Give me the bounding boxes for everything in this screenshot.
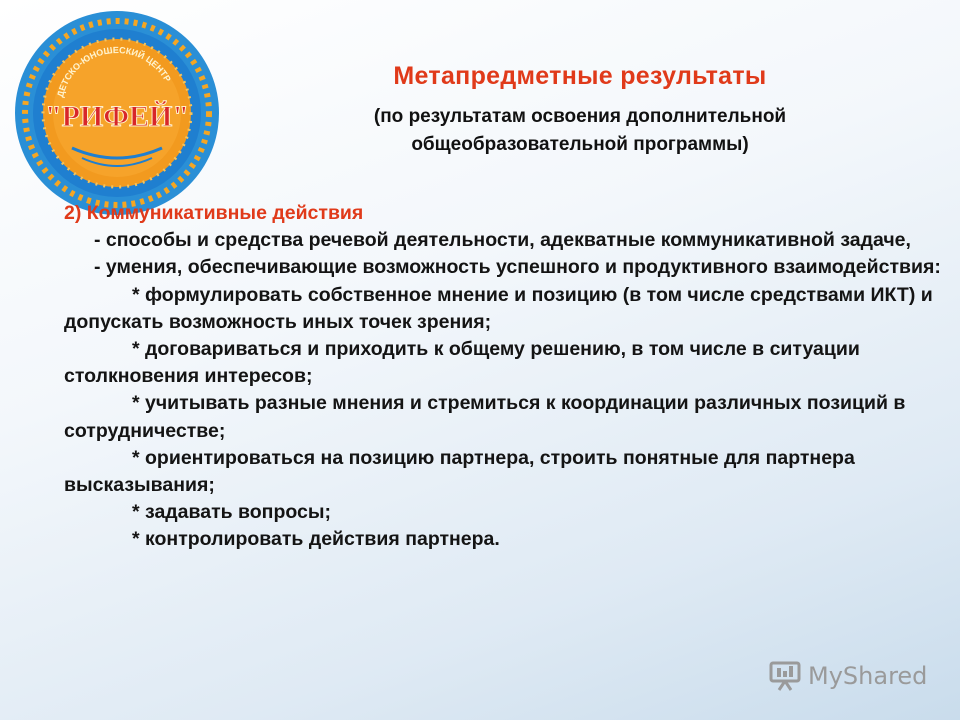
slide-title: Метапредметные результаты xyxy=(393,62,767,90)
logo-arc-text: ДЕТСКО-ЮНОШЕСКИЙ ЦЕНТР xyxy=(55,44,173,99)
content-body xyxy=(64,200,944,554)
logo-emblem xyxy=(12,8,222,218)
logo-name: "РИФЕЙ" xyxy=(44,100,190,133)
sub-list-item: * задавать вопросы; xyxy=(132,501,332,524)
subtitle-line-2: общеобразовательной программы) xyxy=(411,134,749,155)
list-item: - умения, обеспечивающие возможность успешного и продуктивного взаимодействия: xyxy=(94,256,941,279)
sub-list-item: * контролировать действия партнера. xyxy=(132,528,500,551)
logo-rifey xyxy=(12,8,222,218)
presentation-board-icon xyxy=(768,661,802,691)
myshared-watermark xyxy=(768,656,938,696)
slide-subtitle xyxy=(250,103,910,159)
list-item: - способы и средства речевой деятельности, адекватные коммуникативной задаче, xyxy=(94,229,911,252)
section-title: 2) Коммуникативные действия xyxy=(64,202,364,224)
subtitle-line-1: (по результатам освоения дополнительной xyxy=(373,106,787,127)
sub-list-item: * учитывать разные мнения и стремиться к координации различных позиций в сотрудничестве; xyxy=(64,392,906,442)
watermark-text: MyShared xyxy=(808,662,928,690)
sub-list-item: * ориентироваться на позицию партнера, строить понятные для партнера высказывания; xyxy=(64,446,855,497)
sub-list-item: * формулировать собственное мнение и позицию (в том числе средствами ИКТ) и допускать возможность иных точек зрения; xyxy=(64,283,933,333)
sub-list-item: * договариваться и приходить к общему решению, в том числе в ситуации столкновения интересов; xyxy=(64,338,860,388)
